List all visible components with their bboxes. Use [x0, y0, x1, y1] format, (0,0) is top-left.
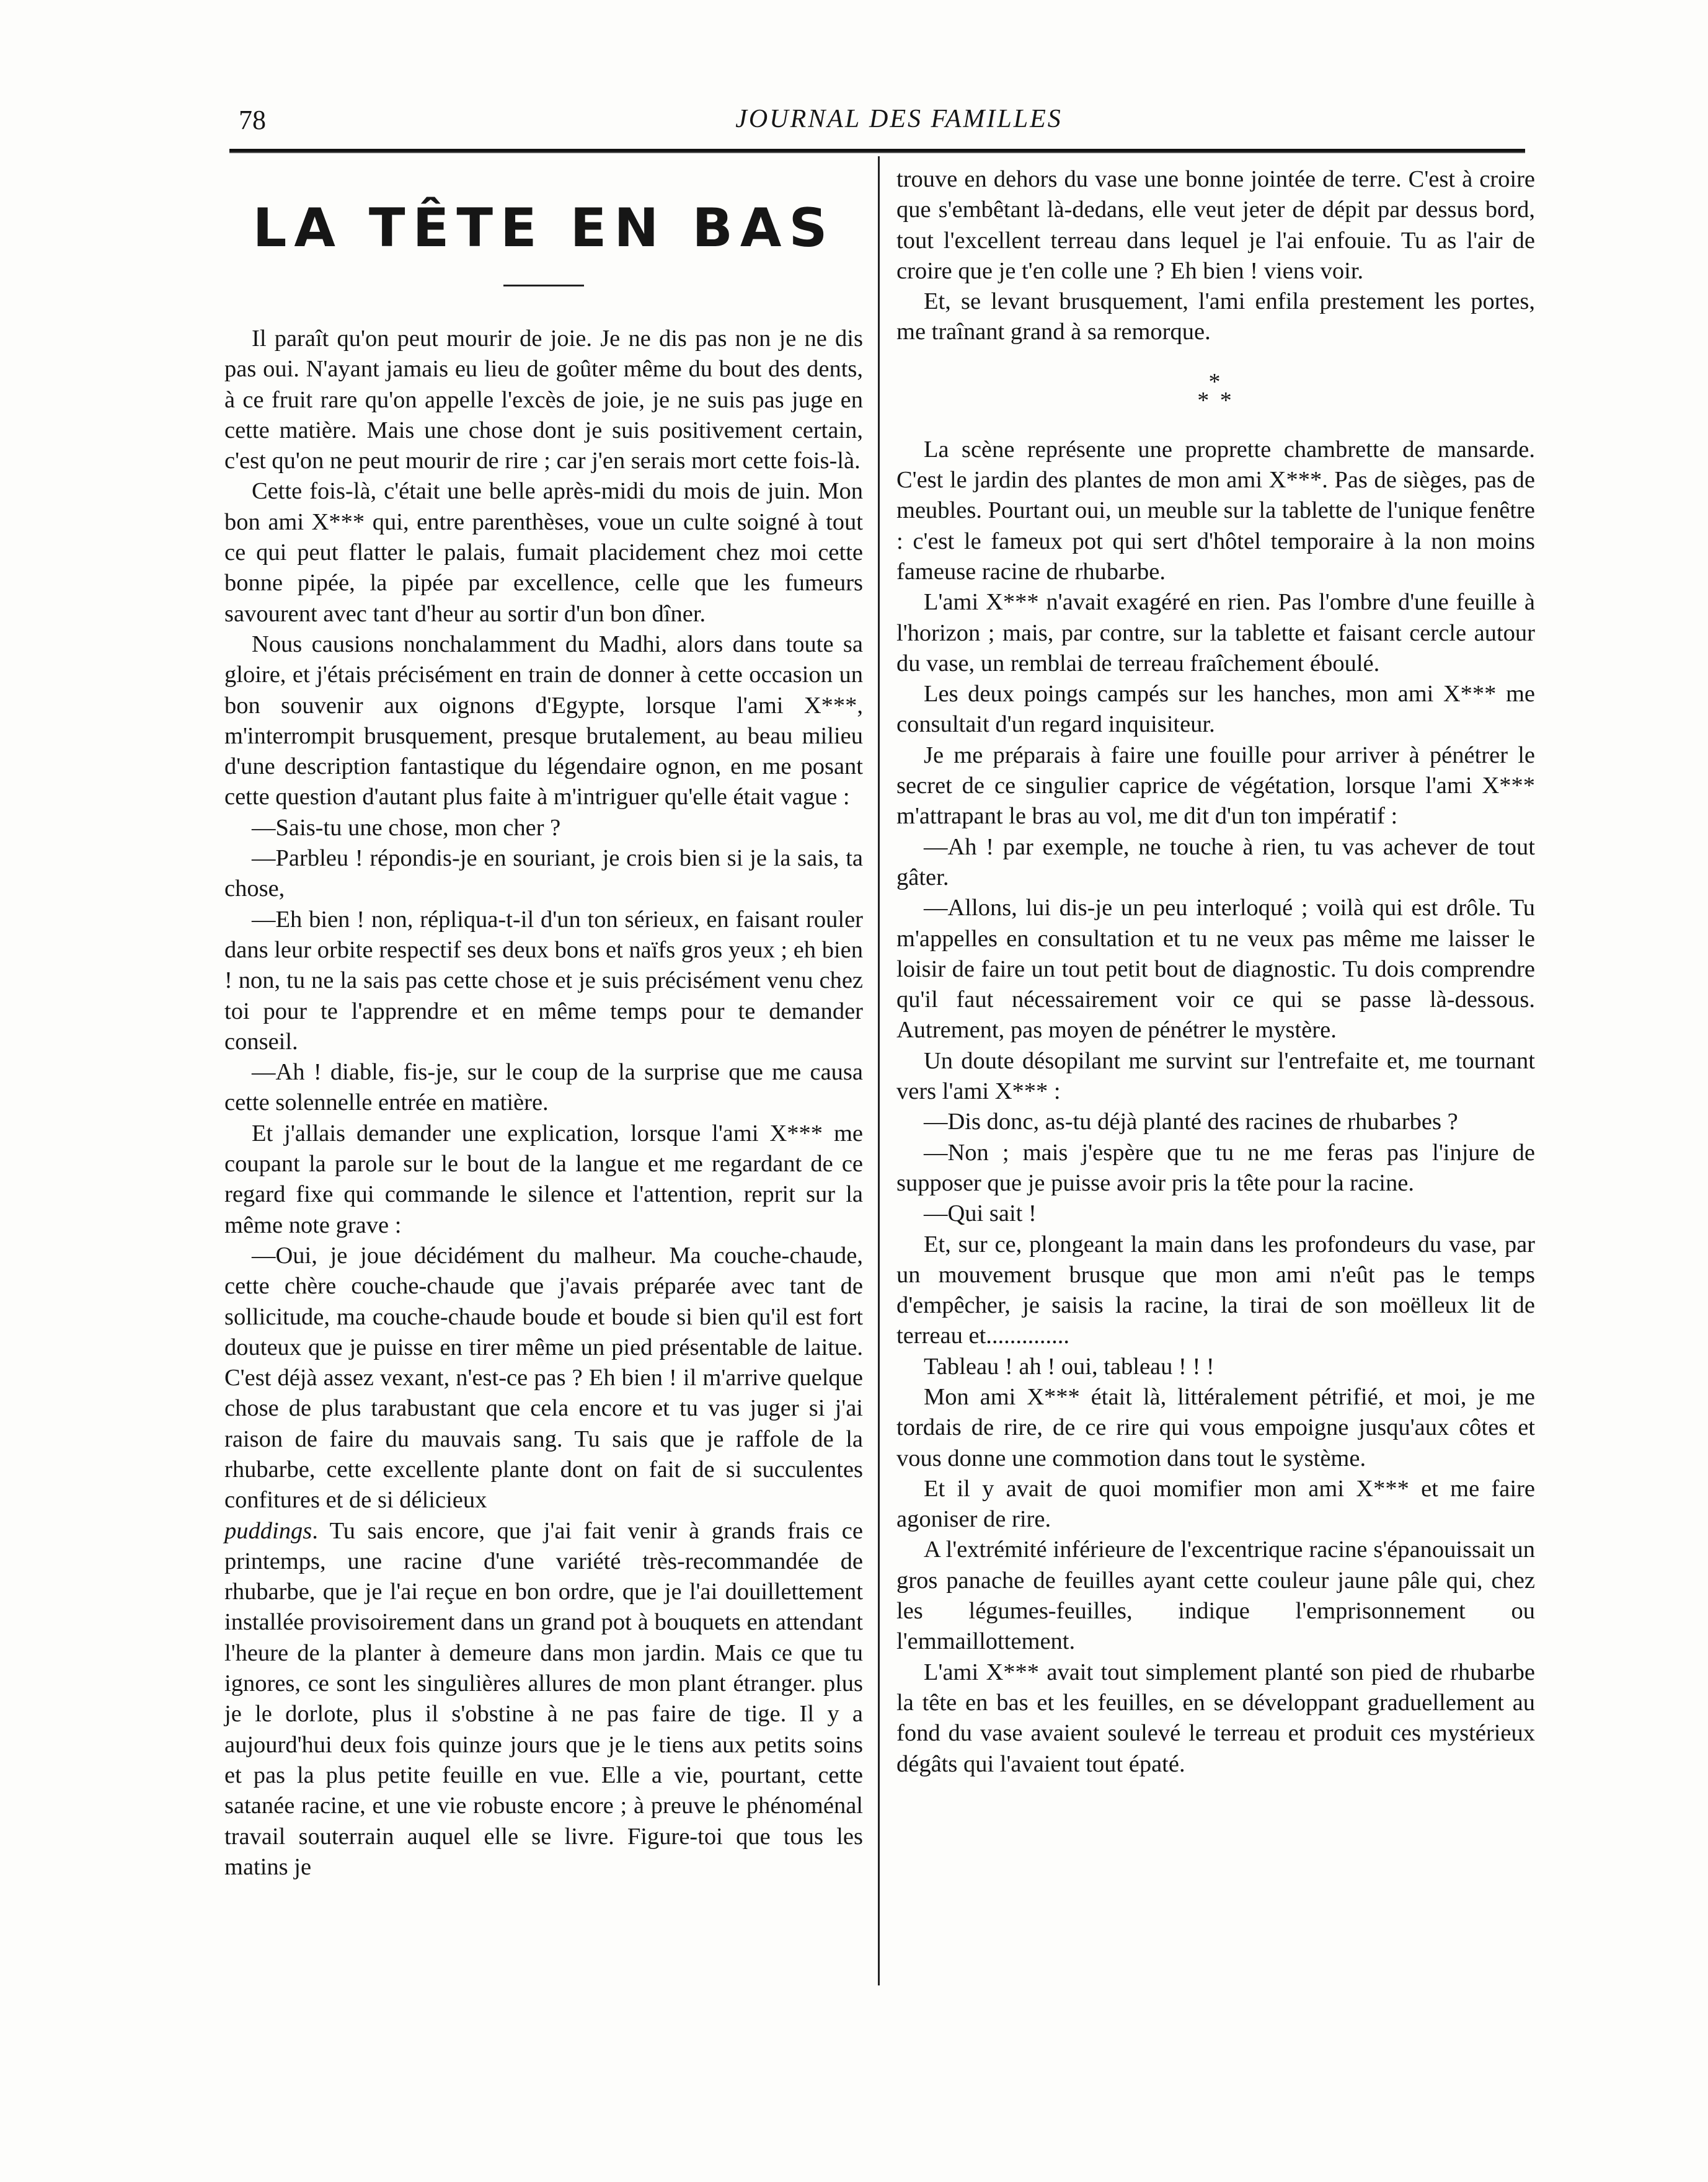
paragraph: —Ah ! diable, fis-je, sur le coup de la surprise que me causa cette solennelle entrée en matière.: [224, 1059, 863, 1116]
asterism-separator: [896, 368, 1535, 414]
paragraph-continued: trouve en dehors du vase une bonne jointée de terre. C'est à croire que s'embêtant là-dedans, elle veut jeter de dépit par dessus bord, tout l'excellent terreau dans lequel je l'ai enfouie. Tu as l'air de croire que je t'en colle une ? Eh bien ! viens voir.: [896, 166, 1535, 284]
asterism-top: *: [1208, 368, 1223, 395]
title-rule: [503, 285, 584, 286]
running-title: JOURNAL DES FAMILLES: [735, 105, 1063, 133]
page-number: 78: [239, 105, 266, 135]
paragraph: Et, sur ce, plongeant la main dans les profondeurs du vase, par un mouvement brusque que mon ami n'eût pas le temps d'empêcher, je saisis la racine, la tirai de son moëlleux lit de terreau et..............: [896, 1231, 1535, 1349]
italic-word: puddings: [224, 1517, 312, 1544]
paragraph: Je me préparais à faire une fouille pour arriver à pénétrer le secret de ce singulier caprice de végétation, lorsque l'ami X*** m'attrapant le bras au vol, me dit d'un ton impératif :: [896, 742, 1535, 830]
asterism-bottom: * *: [1197, 387, 1234, 414]
paragraph: —Parbleu ! répondis-je en souriant, je crois bien si je la sais, ta chose,: [224, 845, 863, 902]
paragraph: Nous causions nonchalamment du Madhi, alors dans toute sa gloire, et j'étais précisément en train de donner à cette occasion un bon souvenir aux oignons d'Egypte, lorsque l'ami X***, m'interrompit brusquement, presque brutalement, au beau milieu d'une description fantastique du légendaire ognon, en me posant cette question d'autant plus faite à m'intriguer qu'elle était vague :: [224, 631, 863, 810]
header-rule: [229, 149, 1525, 153]
paragraph: Cette fois-là, c'était une belle après-midi du mois de juin. Mon bon ami X*** qui, entre parenthèses, voue un culte soigné à tout ce qui peut flatter le palais, fumait placidement chez moi cette bonne pipée, la pipée par excellence, celle que les fumeurs savourent avec tant d'heur au sortir d'un bon dîner.: [224, 478, 863, 627]
article-title: LA TÊTE EN BAS: [252, 197, 835, 259]
left-column: [224, 164, 863, 1883]
paragraph: Et j'allais demander une explication, lorsque l'ami X*** me coupant la parole sur le bout de la langue et me regardant de ce regard fixe qui commande le silence et l'attention, reprit sur la même note grave :: [224, 1120, 863, 1238]
paragraph: L'ami X*** avait tout simplement planté son pied de rhubarbe la tête en bas et les feuilles, en se développant graduellement au fond du vase avaient soulevé le terreau et produit ces mystérieux dégâts qui l'avaient tout épaté.: [896, 1659, 1535, 1777]
paragraph: —Oui, je joue décidément du malheur. Ma couche-chaude, cette chère couche-chaude que j'avais préparée avec tant de sollicitude, ma couche-chaude boude et boude si bien qu'il est fort douteux que je puisse en tirer même un pied présentable de laitue. C'est déjà assez vexant, n'est-ce pas ? Eh bien ! il m'arrive quelque chose de plus tarabustant que cela encore et tu vas juger si j'ai raison de faire du mauvais sang. Tu sais que je raffole de la rhubarbe, cette excellente plante dont on fait de si succulentes confitures et de si délicieux: [224, 1242, 863, 1514]
paragraph: —Non ; mais j'espère que tu ne me feras pas l'injure de supposer que je puisse avoir pris la tête pour la racine.: [896, 1139, 1535, 1196]
column-divider: [878, 156, 880, 1985]
paragraph: —Dis donc, as-tu déjà planté des racines de rhubarbes ?: [924, 1109, 1458, 1135]
paragraph: —Eh bien ! non, répliqua-t-il d'un ton sérieux, en faisant rouler dans leur orbite respectif ses deux bons et naïfs gros yeux ; eh bien ! non, tu ne la sais pas cette chose et je suis précisément venu chez toi pour te l'apprendre et en même temps pour te demander conseil.: [224, 906, 863, 1055]
paragraph: Il paraît qu'on peut mourir de joie. Je ne dis pas non je ne dis pas oui. N'ayant jamais eu lieu de goûter même du bout des dents, à ce fruit rare qu'on appelle l'excès de joie, je ne suis pas juge en cette matière. Mais une chose dont je suis positivement certain, c'est qu'on ne peut mourir de rire ; car j'en serais mort cette fois-là.: [224, 326, 863, 474]
paragraph: La scène représente une proprette chambrette de mansarde. C'est le jardin des plantes de mon ami X***. Pas de sièges, pas de meubles. Pourtant oui, un meuble sur la tablette de l'unique fenêtre : c'est le fameux pot qui sert d'hôtel temporaire à la non moins fameuse racine de rhubarbe.: [896, 436, 1535, 585]
paragraph-continued: puddings. Tu sais encore, que j'ai fait venir à grands frais ce printemps, une racine d'une variété très-recommandée de rhubarbe, que je l'ai reçue en bon ordre, que je l'ai douillettement installée provisoirement dans un grand pot à bouquets en attendant l'heure de la planter à demeure dans mon jardin. Mais ce que tu ignores, ce sont les singulières allures de mon plant étranger. plus je le dorlote, plus il s'obstine à ne pas faire de tige. Il y a aujourd'hui deux fois quinze jours que je le tiens aux petits soins et pas la plus petite feuille en vue. Elle a vie, pourtant, cette satanée racine, et une vie robuste encore ; à preuve le phénoménal travail souterrain auquel elle se livre. Figure-toi que tous les matins je: [224, 1517, 863, 1880]
paragraph: Les deux poings campés sur les hanches, mon ami X*** me consultait d'un regard inquisiteur.: [896, 681, 1535, 738]
paragraph: Et, se levant brusquement, l'ami enfila prestement les portes, me traînant grand à sa remorque.: [896, 288, 1535, 345]
paragraph: Tableau ! ah ! oui, tableau ! ! !: [924, 1353, 1215, 1380]
paragraph: —Allons, lui dis-je un peu interloqué ; voilà qui est drôle. Tu m'appelles en consultation et tu ne veux pas même me laisser le loisir de faire un tout petit bout de diagnostic. Tu dois comprendre qu'il faut nécessairement voir ce qui se passe là-dessous. Autrement, pas moyen de pénétrer le mystère.: [896, 895, 1535, 1044]
paragraph: Un doute désopilant me survint sur l'entrefaite et, me tournant vers l'ami X*** :: [896, 1047, 1535, 1105]
paragraph: A l'extrémité inférieure de l'excentrique racine s'épanouissait un gros panache de feuilles ayant cette couleur jaune pâle qui, chez les légumes-feuilles, indique l'emprisonnement ou l'emmaillottement.: [896, 1537, 1535, 1655]
paragraph: Mon ami X*** était là, littéralement pétrifié, et moi, je me tordais de rire, de ce rire qui vous empoigne jusqu'aux côtes et vous donne une commotion dans tout le système.: [896, 1383, 1535, 1471]
paragraph: —Ah ! par exemple, ne touche à rien, tu vas achever de tout gâter.: [896, 833, 1535, 890]
paragraph: —Sais-tu une chose, mon cher ?: [252, 814, 561, 841]
right-column: [896, 164, 1535, 1780]
paragraph: —Qui sait !: [924, 1200, 1037, 1227]
paragraph: L'ami X*** n'avait exagéré en rien. Pas l'ombre d'une feuille à l'horizon ; mais, par contre, sur la tablette et faisant cercle autour du vase, un remblai de terreau fraîchement éboulé.: [896, 589, 1535, 676]
paragraph: Et il y avait de quoi momifier mon ami X*** et me faire agoniser de rire.: [896, 1475, 1535, 1533]
